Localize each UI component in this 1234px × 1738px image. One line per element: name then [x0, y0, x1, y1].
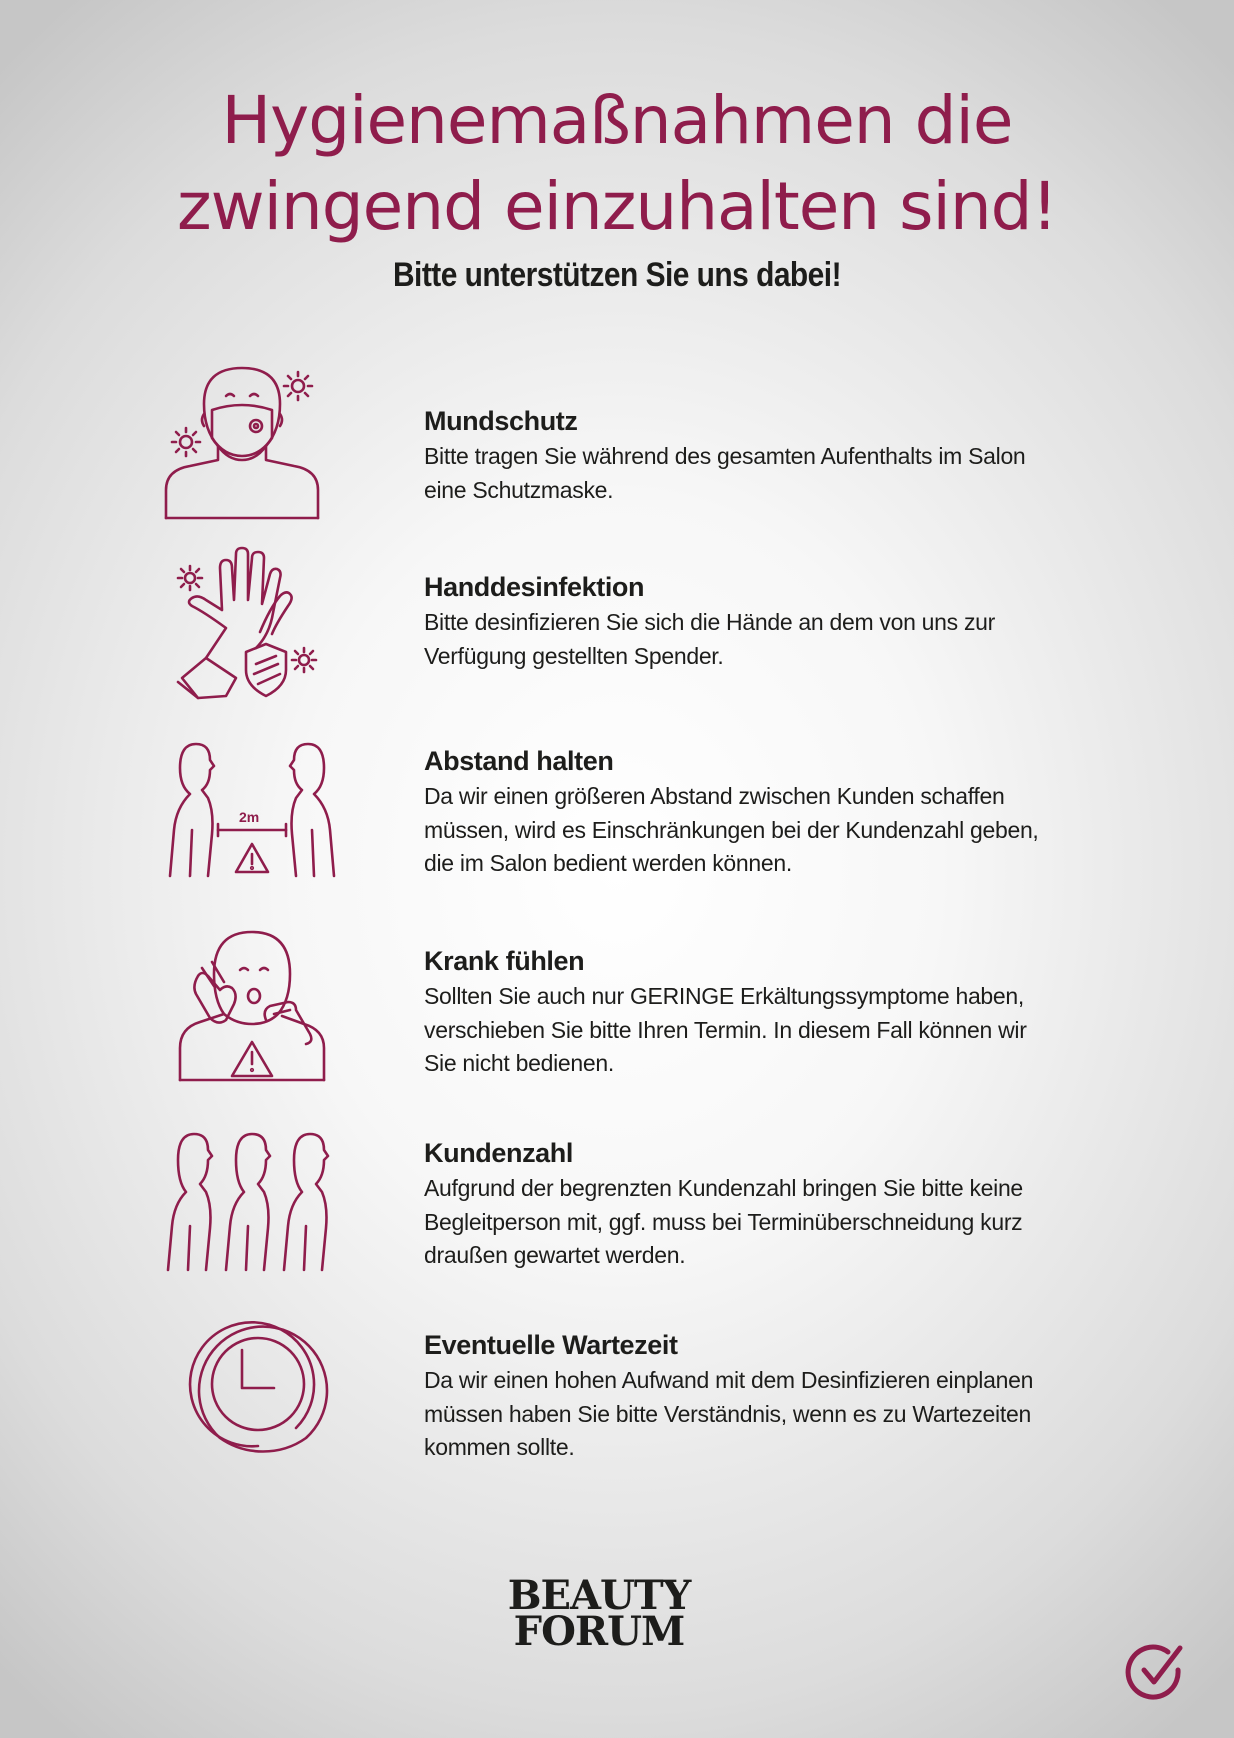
face-mask-icon — [160, 360, 340, 520]
beauty-forum-logo — [497, 1572, 701, 1655]
logo-line-2: FORUM — [513, 1608, 685, 1655]
item-heading: Abstand halten — [424, 746, 614, 776]
page-title — [0, 78, 1234, 250]
title-line-1: Hygienemaßnahmen die — [221, 82, 1013, 159]
item-description: Bitte desinfizieren Sie sich die Hände an dem von uns zur Verfügung gestellten Spender. — [424, 609, 996, 669]
item-description: Aufgrund der begrenzten Kundenzahl bringen Sie bitte keine Begleitperson mit, ggf. muss bei Terminüberschneidung kurz draußen gewartet werden. — [424, 1175, 1023, 1268]
item-description: Bitte tragen Sie während des gesamten Aufenthalts im Salon eine Schutzmaske. — [424, 443, 1026, 503]
item-description: Da wir einen hohen Aufwand mit dem Desinfizieren einplanen müssen haben Sie bitte Verständnis, wenn es zu Wartezeiten kommen sollte. — [424, 1367, 1034, 1460]
item-description: Sollten Sie auch nur GERINGE Erkältungssymptome haben, verschieben Sie bitte Ihren Termin. In diesem Fall können wir Sie nicht bedienen. — [424, 983, 1027, 1076]
sick-person-icon — [178, 918, 328, 1082]
customer-count-icon — [166, 1130, 338, 1272]
clock-icon — [192, 1320, 332, 1454]
item-heading: Krank fühlen — [424, 946, 585, 976]
logo-line-1: BEAUTY — [507, 1572, 691, 1619]
distance-icon — [168, 738, 336, 878]
item-description: Da wir einen größeren Abstand zwischen Kunden schaffen müssen, wird es Einschränkungen bei der Kundenzahl geben, die im Salon bedient werden können. — [424, 783, 1039, 876]
title-line-2: zwingend einzuhalten sind! — [176, 168, 1058, 245]
item-heading: Handdesinfektion — [424, 572, 645, 602]
hand-disinfection-icon — [176, 548, 336, 704]
checkmark-circle-icon — [1124, 1640, 1188, 1709]
distance-label: 2m — [239, 809, 260, 825]
item-heading: Mundschutz — [424, 406, 578, 436]
item-heading: Eventuelle Wartezeit — [424, 1330, 678, 1360]
subtitle: Bitte unterstützen Sie uns dabei! — [392, 256, 842, 294]
item-heading: Kundenzahl — [424, 1138, 573, 1168]
